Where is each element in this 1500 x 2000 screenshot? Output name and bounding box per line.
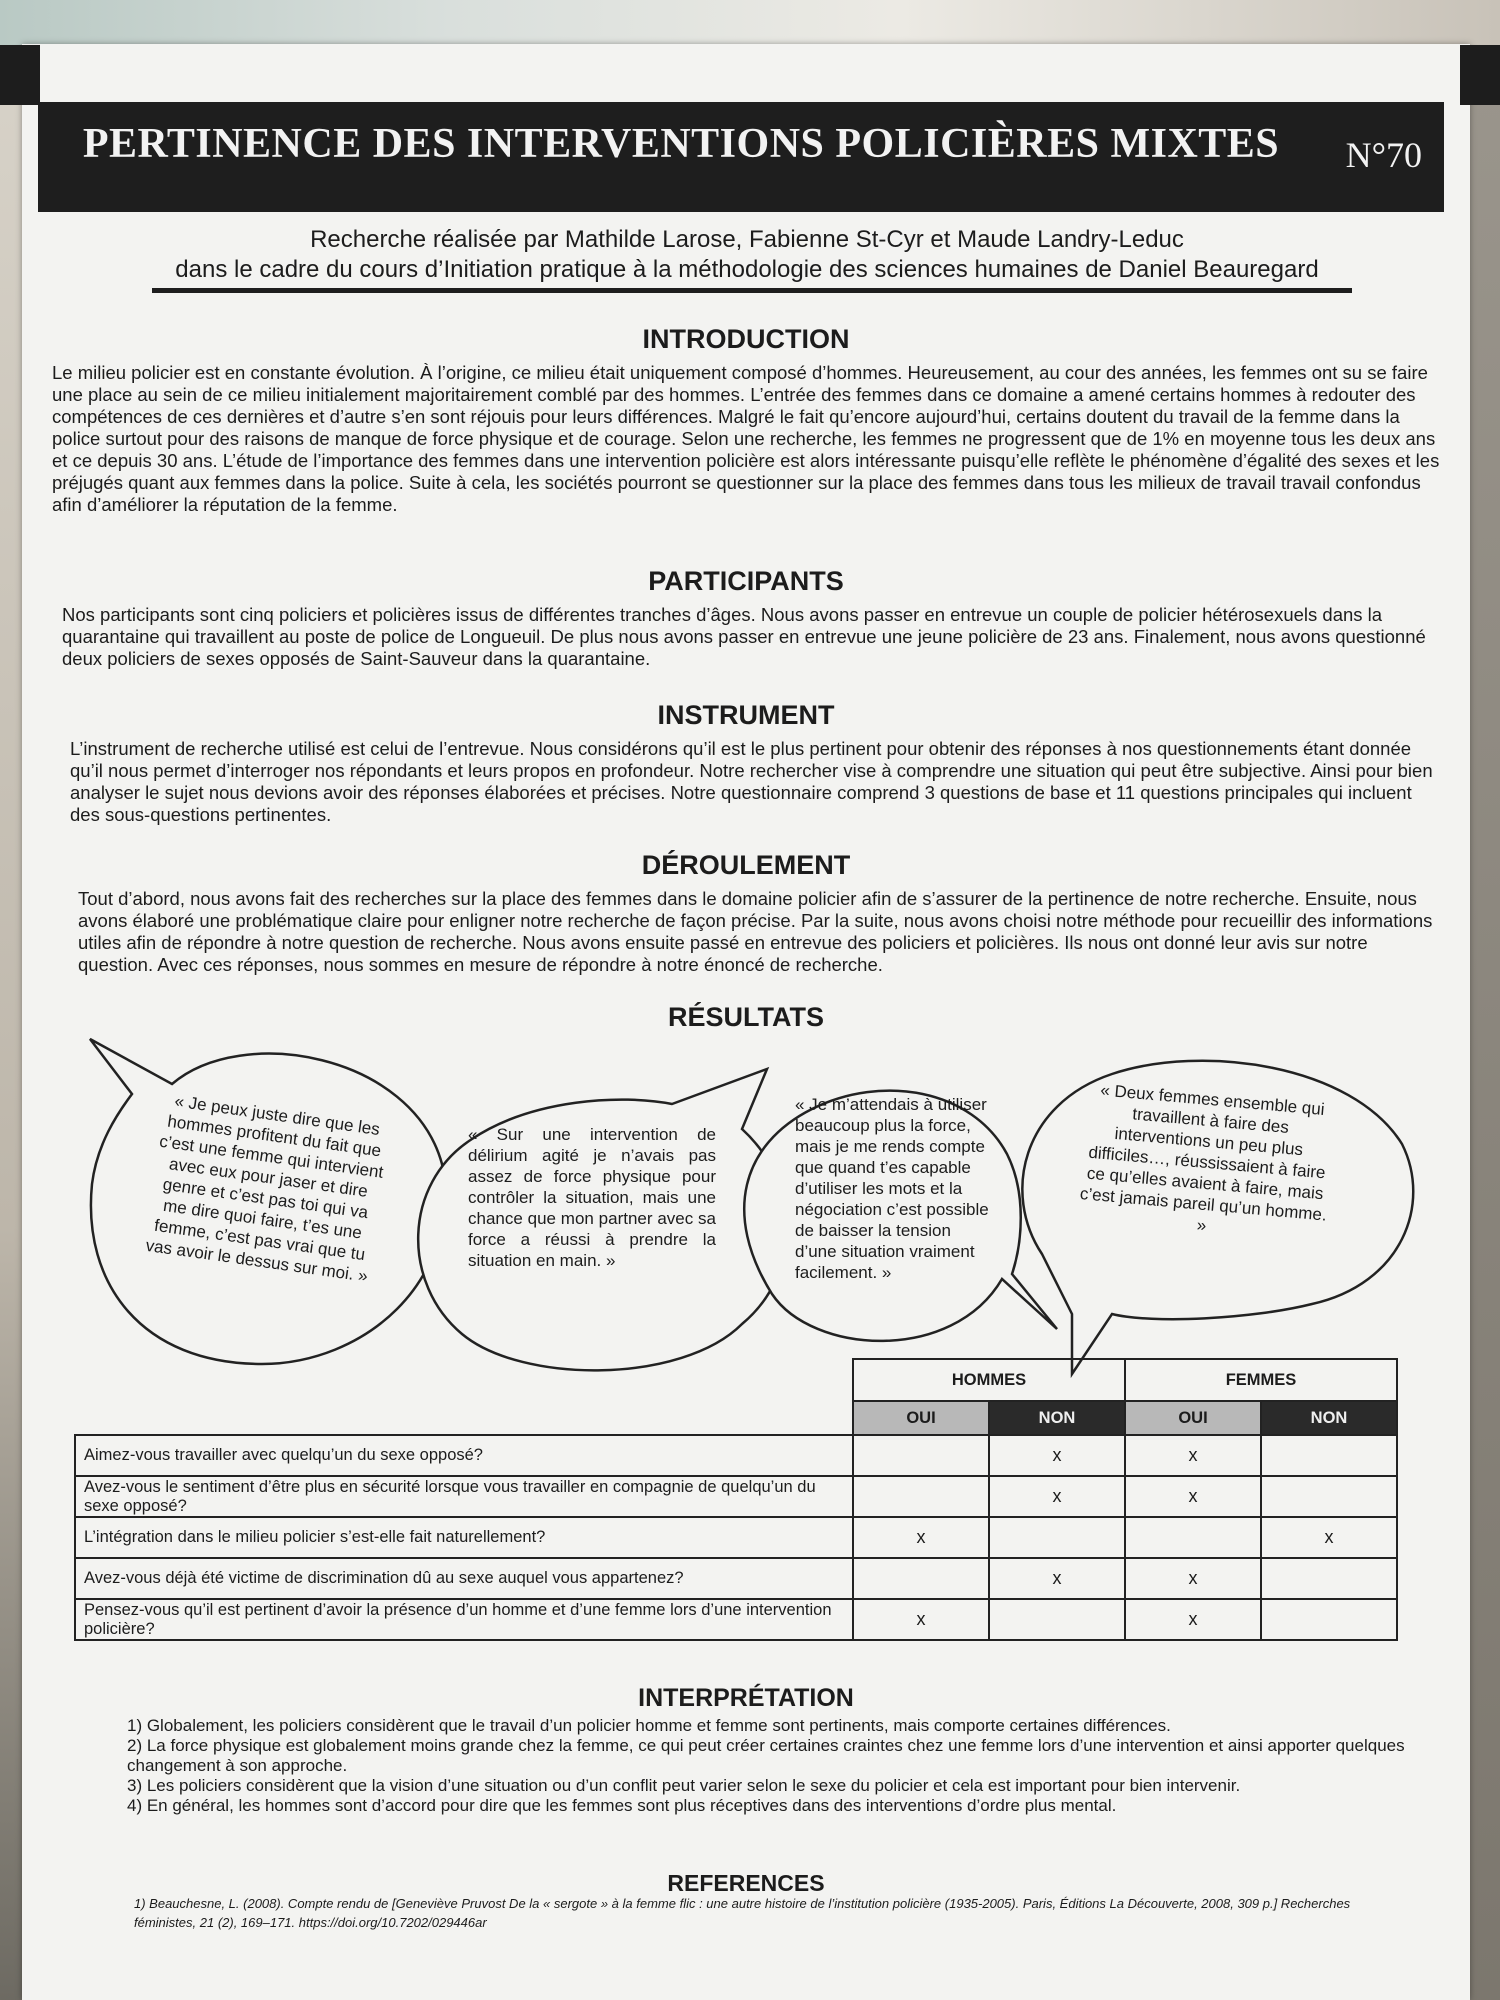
- row-question: L’intégration dans le milieu policier s’est-elle fait naturellement?: [75, 1517, 853, 1558]
- row-question: Pensez-vous qu’il est pertinent d’avoir la présence d’un homme et d’une femme lors d’une intervention policière?: [75, 1599, 853, 1640]
- sub-header-hommes-oui: OUI: [853, 1401, 989, 1435]
- row-cell: x: [989, 1558, 1125, 1599]
- table-row: [75, 1599, 1397, 1640]
- interpretation-item-4: 4) En général, les hommes sont d’accord pour dire que les femmes sont plus réceptives dans des interventions d’ordre plus mental.: [127, 1796, 1117, 1815]
- introduction-text: Le milieu policier est en constante évolution. À l’origine, ce milieu était uniquement composé d’hommes. Heureusement, au cour des années, les femmes ont su se faire une place au sein de ce milieu initialement majoritairement comblé par des hommes. L’entrée des femmes dans ce domaine a amené certains hommes à redouter des compétences de ces dernières et d’autre s’en sont réjouis pour leurs différences. Malgré le fait qu’encore aujourd’hui, certains doutent du travail de la femme dans la police surtout pour des raisons de manque de force physique et de courage. Selon une recherche, les femmes ne progressent que de 1% en moyenne tous les deux ans et ce depuis 30 ans. L’étude de l’importance des femmes dans une intervention policière est alors intéressante puisqu’elle reflète le phénomène d’égalité des sexes et les préjugés quant aux femmes dans la police. Suite à cela, les sociétés pourront se questionner sur la place des femmes dans tous les milieux de travail travail confondus afin d’améliorer la réputation de la femme.: [52, 362, 1440, 515]
- row-cell: [1261, 1435, 1397, 1476]
- authors-line-1: Recherche réalisée par Mathilde Larose, Fabienne St-Cyr et Maude Landry-Leduc: [310, 226, 1184, 253]
- instrument-text: L’instrument de recherche utilisé est celui de l’entrevue. Nous considérons qu’il est le plus pertinent pour obtenir des réponses à nos questionnements étant donnée qu’il nous permet d’interroger nos répondants et leurs propos en profondeur. Notre rechercher vise à comprendre une situation qui peut être subjective. Ainsi pour bien analyser le sujet nous devions avoir des réponses élaborées et précises. Notre questionnaire comprend 3 questions de base et 11 questions principales qui incluent des sous-questions pertinentes.: [70, 738, 1433, 825]
- quote-4: « Deux femmes ensemble qui travaillent à faire des interventions un peu plus difficiles…, réussissaient à faire ce qu’elles avaient à faire, mais c’est jamais pareil qu’un homme. »: [1079, 1080, 1328, 1236]
- interpretation-heading: INTERPRÉTATION: [638, 1684, 854, 1712]
- table-sub-header-row: [75, 1401, 1397, 1435]
- sub-header-femmes-non: NON: [1261, 1401, 1397, 1435]
- row-cell: x: [989, 1435, 1125, 1476]
- row-cell: [1261, 1558, 1397, 1599]
- references-heading: REFERENCES: [667, 1870, 825, 1896]
- interpretation-item-2: 2) La force physique est globalement moins grande chez la femme, ce qui peut créer certaines craintes chez une femme lors d’une intervention et ainsi apporter quelques changement à son approche.: [127, 1736, 1405, 1775]
- sub-header-hommes-non: NON: [989, 1401, 1125, 1435]
- table-row: [75, 1517, 1397, 1558]
- interpretation-item-3: 3) Les policiers considèrent que la vision d’une situation ou d’un conflit peut varier selon le sexe du policier et cela est important pour bien intervenir.: [127, 1776, 1241, 1795]
- deroulement-heading: DÉROULEMENT: [641, 850, 851, 880]
- row-cell: x: [1125, 1435, 1261, 1476]
- row-cell: [853, 1435, 989, 1476]
- introduction-heading: INTRODUCTION: [642, 324, 850, 354]
- references-text: 1) Beauchesne, L. (2008). Compte rendu de [Geneviève Pruvost De la « sergote » à la femme flic : une autre histoire de l’institution policière (1935-2005). Paris, Éditions La Découverte, 2008, 309 p.] Recherches féministes, 21 (2), 169–171. https://doi.org/10.7202/029446ar: [134, 1896, 1351, 1930]
- row-cell: [853, 1558, 989, 1599]
- row-cell: x: [1125, 1599, 1261, 1640]
- row-cell: x: [989, 1476, 1125, 1517]
- poster: [22, 44, 1470, 2000]
- table-row: [75, 1558, 1397, 1599]
- participants-text: Nos participants sont cinq policiers et policières issus de différentes tranches d’âges. Nous avons passer en entrevue un couple de policier hétérosexuels dans la quarantaine qui travaillent au poste de police de Longueuil. De plus nous avons passer en entrevue une jeune policière de 23 ans. Finalement, nous avons questionné deux policiers de sexes opposés de Saint-Sauveur dans la quarantaine.: [62, 604, 1426, 669]
- instrument-heading: INSTRUMENT: [657, 700, 835, 730]
- row-cell: [989, 1517, 1125, 1558]
- row-cell: x: [853, 1517, 989, 1558]
- sub-header-femmes-oui: OUI: [1125, 1401, 1261, 1435]
- row-cell: x: [1261, 1517, 1397, 1558]
- row-cell: [1261, 1599, 1397, 1640]
- row-cell: x: [1125, 1476, 1261, 1517]
- row-cell: x: [1125, 1558, 1261, 1599]
- authors-line-2: dans le cadre du cours d’Initiation pratique à la méthodologie des sciences humaines de Daniel Beauregard: [175, 256, 1319, 283]
- interpretation-item-1: 1) Globalement, les policiers considèrent que le travail d’un policier homme et femme sont pertinents, mais comporte certaines différences.: [127, 1716, 1171, 1735]
- table-group-header-row: [75, 1359, 1397, 1401]
- row-cell: x: [853, 1599, 989, 1640]
- table-row: [75, 1435, 1397, 1476]
- group-header-hommes: HOMMES: [853, 1359, 1125, 1401]
- row-question: Avez-vous déjà été victime de discrimination dû au sexe auquel vous appartenez?: [75, 1558, 853, 1599]
- participants-heading: PARTICIPANTS: [648, 566, 844, 596]
- tape-left: [0, 45, 40, 105]
- table-row: [75, 1476, 1397, 1517]
- deroulement-text: Tout d’abord, nous avons fait des recherches sur la place des femmes dans le domaine policier afin de s’assurer de la pertinence de notre recherche. Ensuite, nous avons élaboré une problématique claire pour enligner notre recherche de façon précise. Par la suite, nous avons choisi notre méthode pour recueillir des informations utiles afin de répondre à notre question de recherche. Nous avons ensuite passé en entrevue des policiers et policières. Ils nous ont donné leur avis sur notre question. Avec ces réponses, nous sommes en mesure de répondre à notre énoncé de recherche.: [78, 888, 1433, 975]
- row-question: Aimez-vous travailler avec quelqu’un du sexe opposé?: [75, 1435, 853, 1476]
- row-cell: [1125, 1517, 1261, 1558]
- row-cell: [1261, 1476, 1397, 1517]
- quote-1: « Je peux juste dire que les hommes profitent du fait que c’est une femme qui intervient avec eux pour jaser et dire genre et c’est pas toi qui va me dire quoi faire, t’es une femme, c’est pas vrai que tu vas avoir le dessus sur moi. »: [144, 1091, 385, 1286]
- row-question: Avez-vous le sentiment d’être plus en sécurité lorsque vous travailler en compagnie de quelqu’un du sexe opposé?: [75, 1476, 853, 1517]
- group-header-femmes: FEMMES: [1125, 1359, 1397, 1401]
- quote-2: « Sur une intervention de délirium agité je n’avais pas assez de force physique pour contrôler la situation, mais une chance que mon partner avec sa force a réussi à prendre la situation en main. »: [468, 1125, 716, 1270]
- quote-3: « Je m’attendais à utiliser beaucoup plus la force, mais je me rends compte que quand t’es capable d’utiliser les mots et la négociation c’est possible de baisser la tension d’une situation vraiment facilement. »: [795, 1095, 989, 1282]
- row-cell: [853, 1476, 989, 1517]
- tape-right: [1460, 45, 1500, 105]
- poster-title: PERTINENCE DES INTERVENTIONS POLICIÈRES MIXTES: [82, 121, 1280, 167]
- poster-number: N°70: [1345, 135, 1422, 175]
- resultats-heading: RÉSULTATS: [668, 1002, 824, 1032]
- row-cell: [989, 1599, 1125, 1640]
- results-table: [74, 1358, 1398, 1641]
